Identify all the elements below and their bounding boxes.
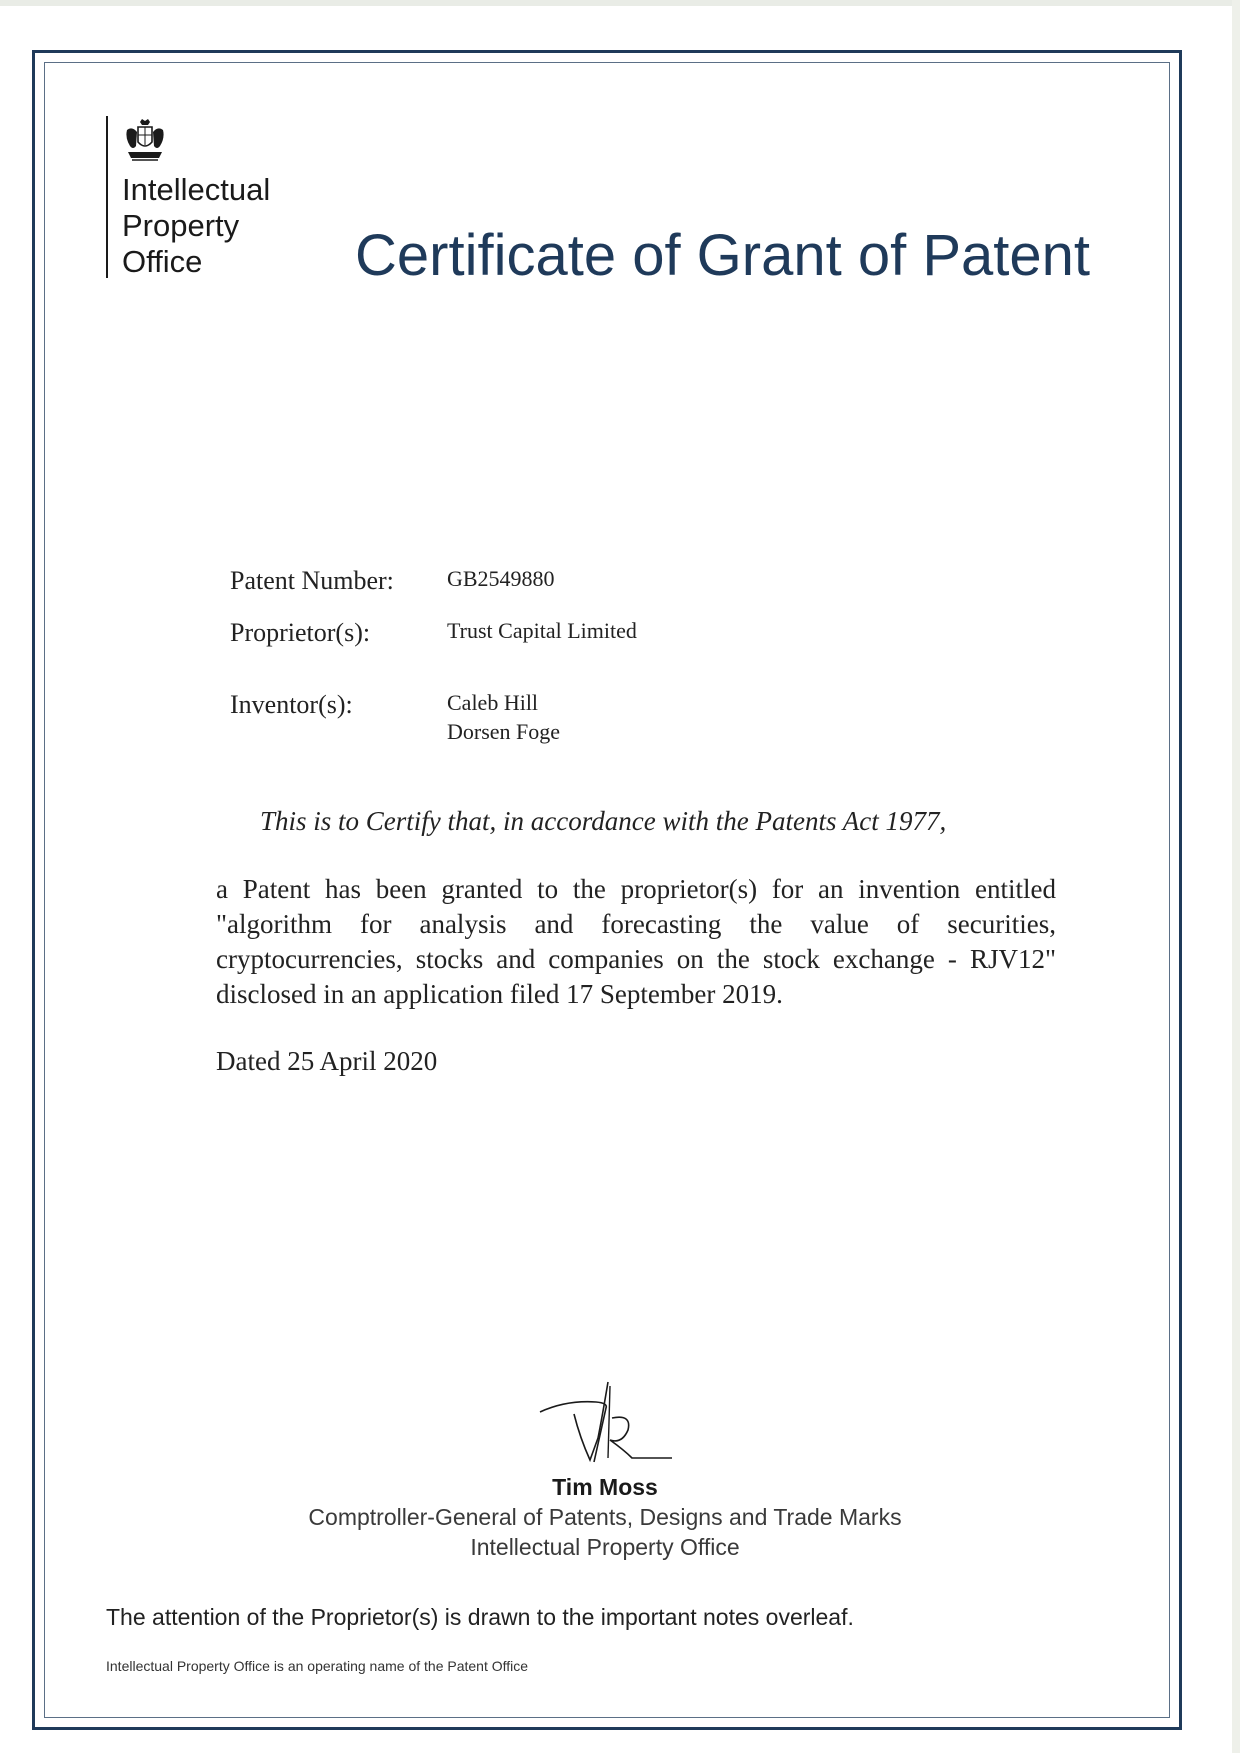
ipo-logo xyxy=(106,116,306,286)
inventor-value: Dorsen Foge xyxy=(447,719,561,744)
inventor-value: Caleb Hill xyxy=(447,690,539,715)
scan-edge xyxy=(1232,0,1240,1753)
logo-line: Property xyxy=(122,208,240,243)
signatory-block xyxy=(240,1472,970,1562)
scan-edge xyxy=(0,0,1240,6)
logo-wordmark xyxy=(122,172,270,280)
grant-line: "algorithm for analysis and forecasting the value of securities, xyxy=(216,909,1056,939)
signatory-office: Intellectual Property Office xyxy=(470,1534,740,1560)
grant-line: disclosed in an application filed 17 September 2019. xyxy=(216,979,783,1009)
grant-line: cryptocurrencies, stocks and companies on the stock exchange - RJV12" xyxy=(216,944,1056,974)
attention-notice: The attention of the Proprietor(s) is drawn to the important notes overleaf. xyxy=(106,1604,854,1630)
dated-line: Dated 25 April 2020 xyxy=(216,1046,438,1076)
patent-number-value: GB2549880 xyxy=(447,566,555,591)
proprietor-label: Proprietor(s): xyxy=(230,618,371,647)
grant-paragraph xyxy=(216,872,1056,1012)
logo-line: Intellectual xyxy=(122,172,271,207)
signatory-name: Tim Moss xyxy=(552,1474,658,1500)
signatory-title: Comptroller-General of Patents, Designs and Trade Marks xyxy=(308,1504,902,1530)
grant-line: a Patent has been granted to the proprietor(s) for an invention entitled xyxy=(216,874,1056,904)
logo-rule xyxy=(106,116,108,278)
handwritten-signature xyxy=(536,1378,676,1466)
royal-coat-of-arms-icon xyxy=(122,118,168,164)
logo-line: Office xyxy=(122,244,203,279)
proprietor-value: Trust Capital Limited xyxy=(447,618,637,643)
footnote: Intellectual Property Office is an operating name of the Patent Office xyxy=(106,1658,529,1674)
patent-number-label: Patent Number: xyxy=(230,566,394,595)
certificate-title: Certificate of Grant of Patent xyxy=(355,223,1091,288)
inventor-label: Inventor(s): xyxy=(230,690,353,719)
certify-statement: This is to Certify that, in accordance with the Patents Act 1977, xyxy=(260,806,947,836)
